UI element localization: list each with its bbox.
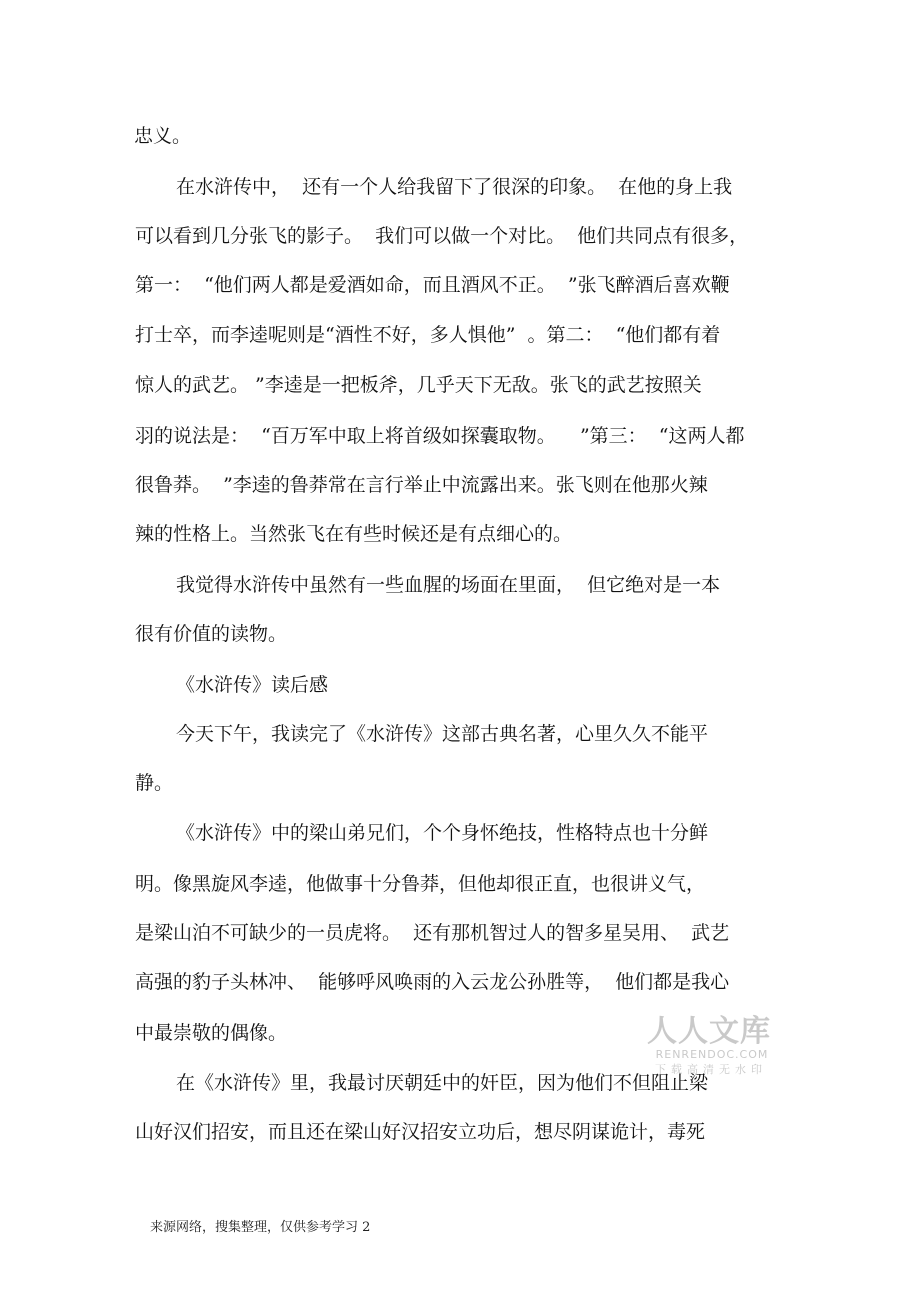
text-line: 很有价值的读物。 [135,623,288,645]
text-line: 中最崇敬的偶像。 [135,1022,288,1044]
page-footer: 来源网络，搜集整理，仅供参考学习 2 [150,1220,371,1235]
text-line: 静。 [135,772,174,794]
text-line: 羽的说法是： “百万军中取上将首级如探囊取物。 ”第三： “这两人都 [135,425,745,447]
text-line: 第一： “他们两人都是爱酒如命，而且酒风不正。 ”张飞醉酒后喜欢鞭 [135,274,730,296]
watermark-logo [647,1014,777,1084]
text-line: 惊人的武艺。 ”李逵是一把板斧，几乎天下无敌。张飞的武艺按照关 [135,374,702,396]
text-line: 《水浒传》中的梁山弟兄们，个个身怀绝技，性格特点也十分鲜 [176,822,709,844]
text-line: 今天下午，我读完了《水浒传》这部古典名著，心里久久不能平 [176,723,709,745]
text-line: 是梁山泊不可缺少的一员虎将。 还有那机智过人的智多星吴用、 武艺 [135,922,730,944]
text-line: 打士卒，而李逵呢则是“酒性不好，多人惧他” 。第二： “他们都有着 [135,324,721,346]
watermark-tagline: 下载高清无水印 [655,1063,767,1076]
section-title: 《水浒传》读后感 [176,674,329,696]
text-line: 忠义。 [134,125,192,147]
text-line: 我觉得水浒传中虽然有一些血腥的场面在里面， 但它绝对是一本 [176,574,721,596]
text-line: 辣的性格上。当然张飞在有些时候还是有点细心的。 [135,523,573,545]
watermark-brand: 人人文库 [647,1014,771,1049]
text-line: 明。像黑旋风李逵，他做事十分鲁莽，但他却很正直，也很讲义气， [135,873,706,895]
text-line: 很鲁莽。 ”李逵的鲁莽常在言行举止中流露出来。张飞则在他那火辣 [135,474,708,496]
watermark-url: RENRENDOC.COM [655,1048,769,1061]
text-line: 在水浒传中， 还有一个人给我留下了很深的印象。 在他的身上我 [176,176,733,198]
text-line: 山好汉们招安，而且还在梁山好汉招安立功后，想尽阴谋诡计，毒死 [135,1121,706,1143]
text-line: 可以看到几分张飞的影子。 我们可以做一个对比。 他们共同点有很多， [135,225,749,247]
text-line: 高强的豹子头林冲、 能够呼风唤雨的入云龙公孙胜等， 他们都是我心 [135,971,730,993]
text-line: 在《水浒传》里，我最讨厌朝廷中的奸臣，因为他们不但阻止梁 [176,1072,709,1094]
